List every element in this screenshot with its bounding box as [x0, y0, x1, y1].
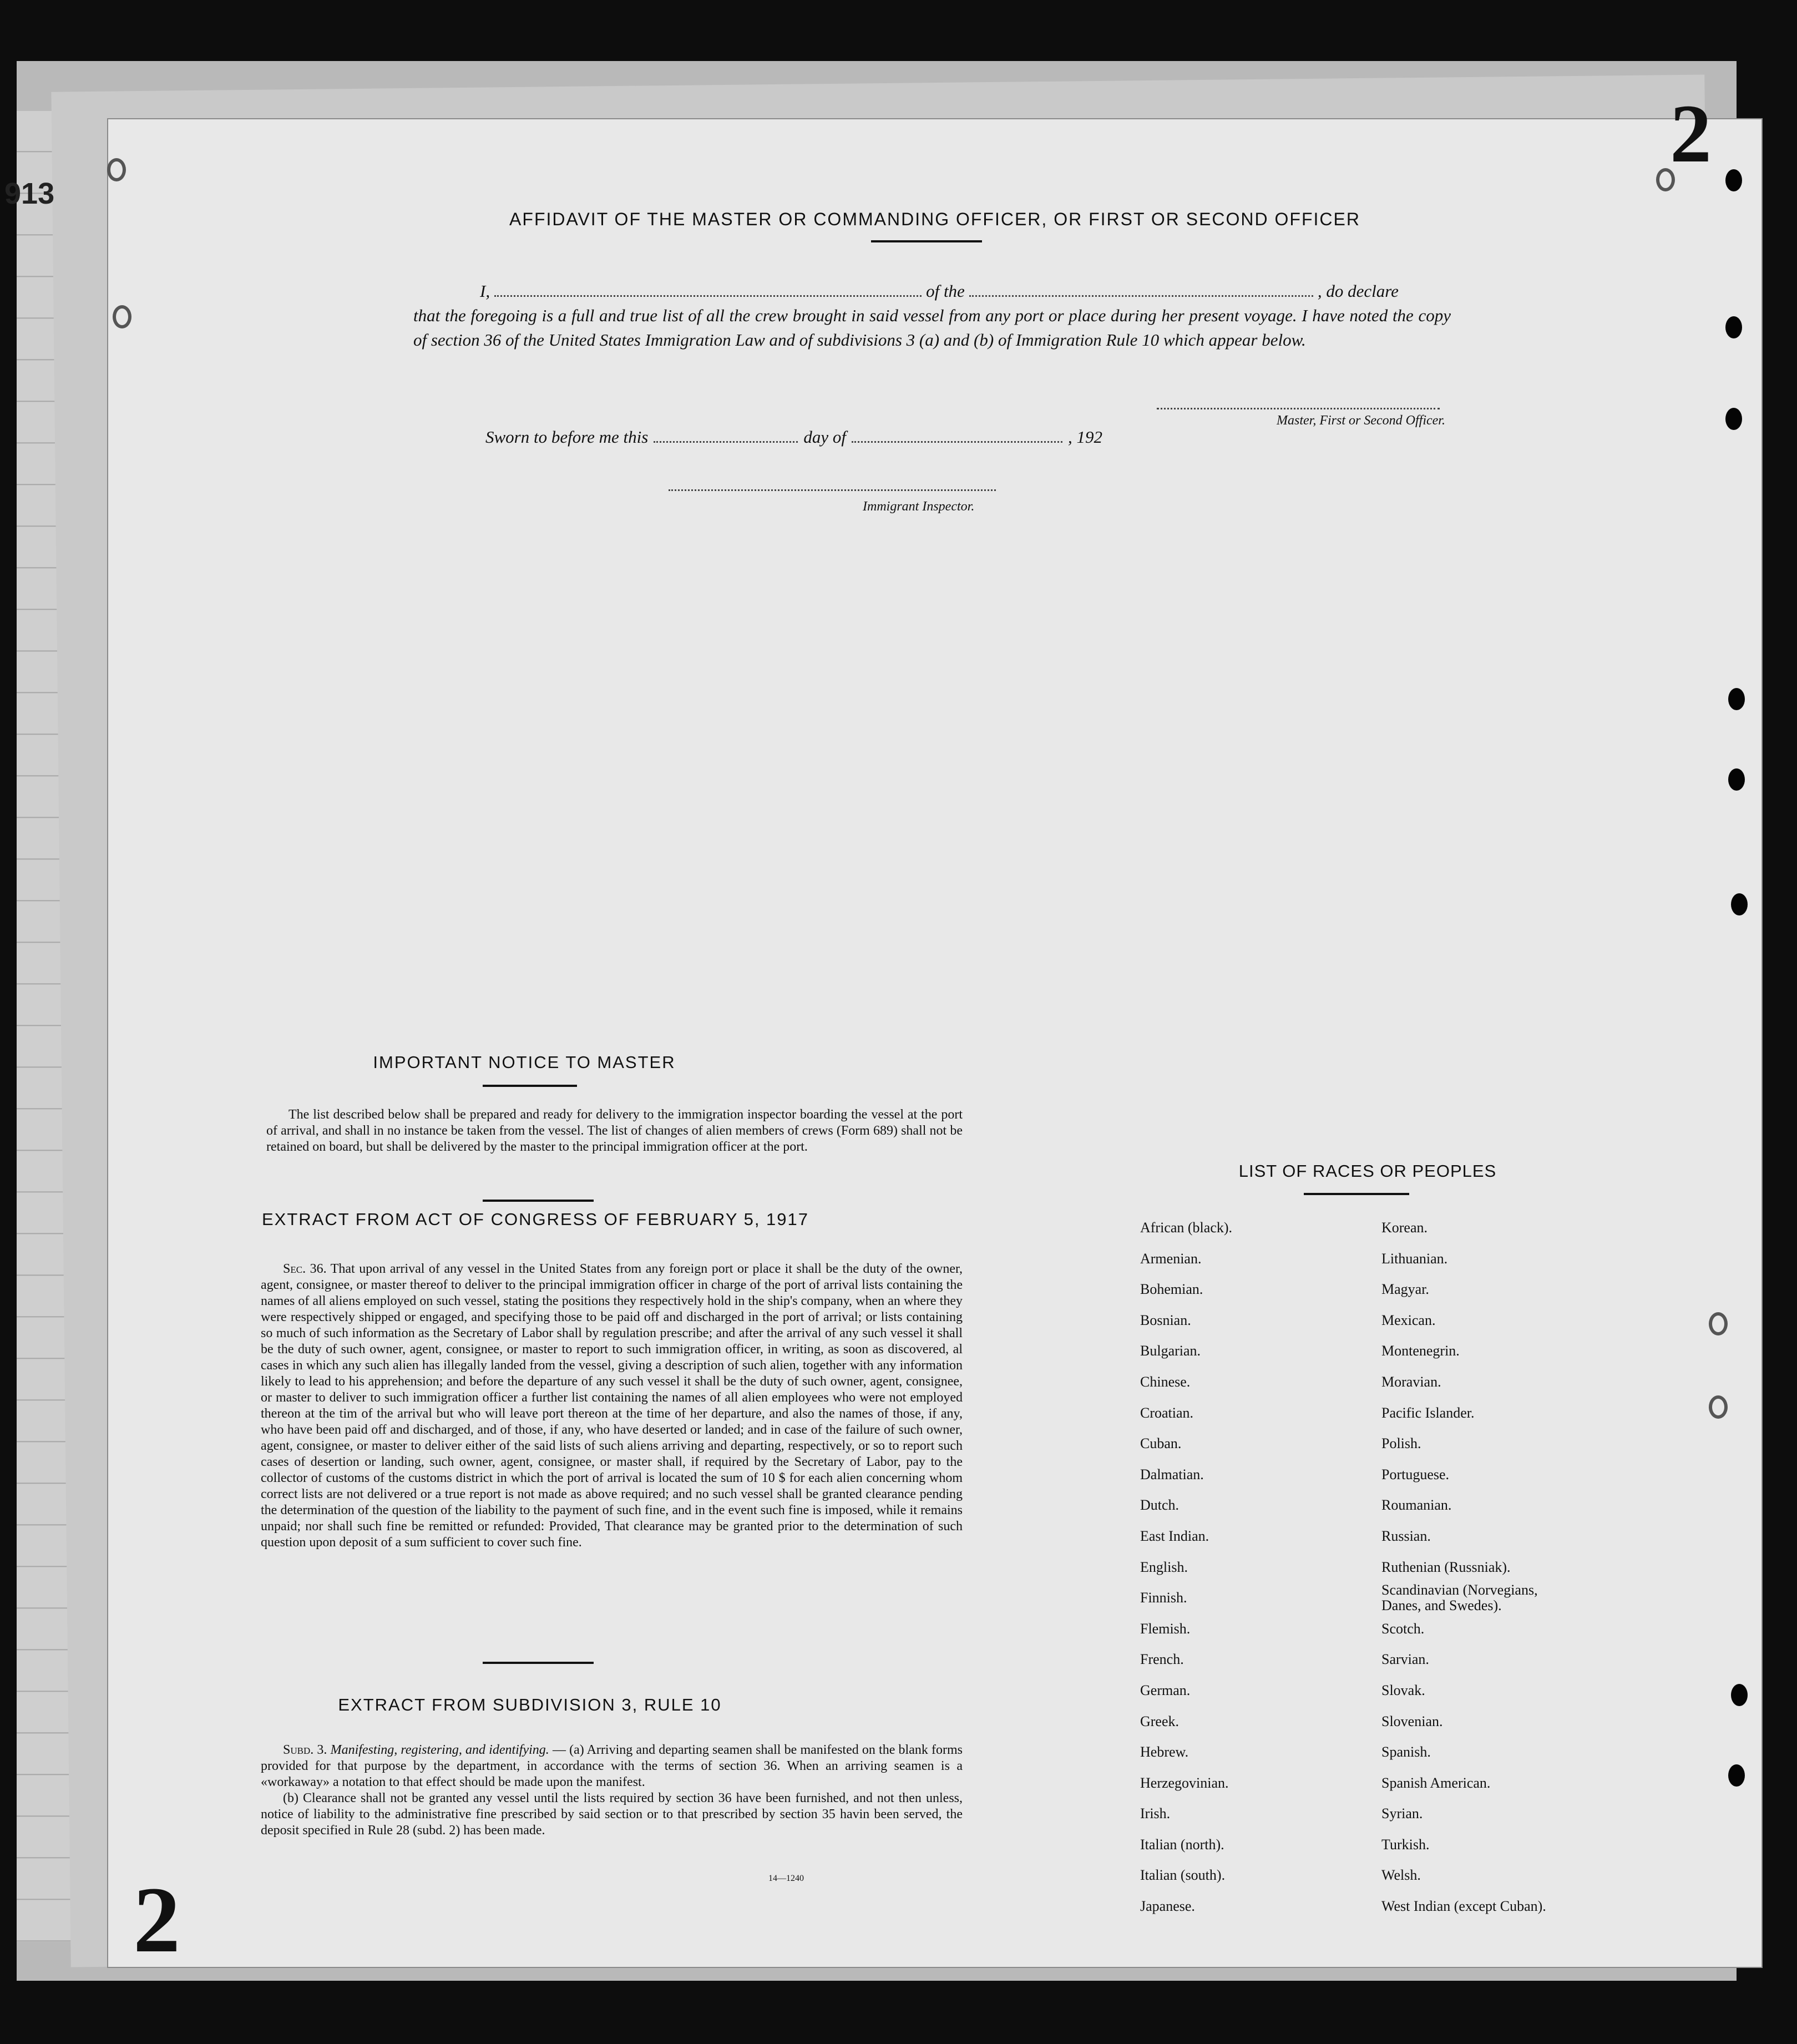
race-item: Greek. [1140, 1713, 1180, 1729]
race-item: African (black). [1140, 1220, 1233, 1236]
notice-body: The list described below shall be prepared and ready for delivery to the immigration inspector boarding the vessel at the port of arrival, and shall in no instance be taken from the vessel. The list of changes of alien members of crews (Form 689) shall not be retained on board, but shall be delivered by the master to the principal immigration officer at the port. [266, 1107, 963, 1154]
race-item: Dutch. [1140, 1497, 1180, 1514]
race-item: Moravian. [1381, 1373, 1441, 1390]
race-item: Lithuanian. [1381, 1250, 1448, 1267]
races-title: LIST OF RACES OR PEOPLES [1238, 1161, 1497, 1181]
rule-subd-heading: Manifesting, registering, and identifying. [330, 1743, 549, 1757]
sworn-year-prefix: , 192 [1067, 427, 1102, 447]
race-item: West Indian (except Cuban). [1381, 1898, 1546, 1915]
master-signature-line [1157, 407, 1440, 409]
manifest-page [108, 88, 1761, 1972]
race-item: Montenegrin. [1381, 1343, 1460, 1359]
act-text [261, 1261, 963, 1551]
binder-hole [1728, 768, 1745, 791]
affidavit-body [413, 279, 1451, 352]
affidavit-title-rule [871, 240, 982, 242]
race-item: Welsh. [1381, 1867, 1421, 1884]
race-item: Italian (south). [1140, 1867, 1226, 1884]
races-title-rule [1304, 1193, 1409, 1195]
affidavit-of-the: of the [926, 281, 965, 301]
act-top-rule [483, 1200, 594, 1202]
race-item: Russian. [1381, 1527, 1431, 1544]
act-title: EXTRACT FROM ACT OF CONGRESS OF FEBRUARY 5, 1917 [261, 1210, 809, 1229]
affidavit-title: AFFIDAVIT OF THE MASTER OR COMMANDING OFFICER, OR FIRST OR SECOND OFFICER [509, 209, 1360, 229]
sworn-line [485, 427, 1373, 447]
sworn-month-blank [852, 441, 1062, 443]
race-item: Japanese. [1140, 1898, 1195, 1915]
vessel-blank [969, 295, 1313, 297]
race-item: Croatian. [1140, 1404, 1194, 1421]
race-item: Herzegovinian. [1140, 1774, 1229, 1791]
binder-ring-hole [1656, 168, 1675, 191]
affidavit-pronoun: I, [480, 281, 490, 301]
affidavit-text: that the foregoing is a full and true list of all the crew brought in said vessel from any port or place during her present voyage. I have noted the copy of section 36 of the United States Immigration Law and of subdivisions 3 (a) and (b) of Immigration Rule 10 which appear below. [413, 306, 1451, 350]
binder-ring-hole [1709, 1312, 1728, 1335]
race-item: Scandinavian (Norvegians, Danes, and Swedes). [1381, 1582, 1538, 1614]
rule-text [261, 1742, 963, 1839]
binder-hole [1728, 1764, 1745, 1787]
rule-text-a: — (a) Arriving and departing seamen shall be manifested on the blank forms provided for that purpose by the department, in accordance with the terms of section 36. When an arriving seamen is a «workaway» a notation to that effect should be made upon the manifest. [261, 1743, 963, 1789]
race-item: Bosnian. [1140, 1312, 1191, 1328]
binder-hole [1731, 893, 1748, 915]
binder-hole [1728, 688, 1745, 710]
races-right-column [1381, 1212, 1565, 1922]
sworn-day-of: day of [803, 427, 846, 447]
name-blank [494, 295, 922, 297]
race-item: Pacific Islander. [1381, 1404, 1475, 1421]
race-item: Ruthenian (Russniak). [1381, 1559, 1511, 1575]
notice-title-rule [483, 1085, 577, 1087]
binder-ring-hole [113, 305, 131, 328]
race-item: Korean. [1381, 1220, 1428, 1236]
sworn-prefix: Sworn to before me this [485, 427, 649, 447]
rule-text-b: (b) Clearance shall not be granted any vessel until the lists required by section 36 have been furnished, and not then unless, notice of liability to the administrative fine prescribed by said section or to that prescribed by section 35 havin been served, the deposit specified in Rule 28 (subd. 2) has been made. [261, 1791, 963, 1838]
race-item: Finnish. [1140, 1590, 1187, 1606]
inspector-caption: Immigrant Inspector. [863, 499, 975, 514]
left-edge-number: 913 [4, 177, 55, 210]
binder-hole [1725, 316, 1742, 338]
race-item: Spanish. [1381, 1744, 1431, 1760]
affidavit-do-declare: , do declare [1317, 281, 1399, 301]
binder-ring-hole [1709, 1395, 1728, 1419]
race-item: Irish. [1140, 1805, 1171, 1822]
notice-text [266, 1107, 963, 1155]
races-left-column [1140, 1212, 1232, 1922]
race-item: Italian (north). [1140, 1836, 1224, 1853]
inspector-signature-line [669, 488, 996, 491]
binder-hole [1725, 169, 1742, 191]
top-right-numeral: 2 [1670, 88, 1712, 180]
act-section-label: Sec. 36. [283, 1262, 327, 1276]
race-item: Bohemian. [1140, 1281, 1203, 1298]
form-number: 14—1240 [768, 1874, 804, 1883]
race-item: Bulgarian. [1140, 1343, 1201, 1359]
race-item: Magyar. [1381, 1281, 1429, 1298]
binder-hole [1725, 408, 1742, 430]
affidavit-declare-line [413, 279, 1451, 303]
race-item: French. [1140, 1651, 1184, 1668]
race-item: Scotch. [1381, 1620, 1425, 1637]
race-item: Armenian. [1140, 1250, 1202, 1267]
race-item: Syrian. [1381, 1805, 1423, 1822]
race-item: Slovak. [1381, 1682, 1425, 1698]
master-signature-caption: Master, First or Second Officer. [1277, 413, 1445, 428]
race-item: East Indian. [1140, 1527, 1209, 1544]
race-item: English. [1140, 1559, 1188, 1575]
binder-ring-hole [107, 158, 126, 181]
race-item: Sarvian. [1381, 1651, 1429, 1668]
race-item: Dalmatian. [1140, 1466, 1204, 1483]
race-item: Hebrew. [1140, 1744, 1189, 1760]
race-item: Mexican. [1381, 1312, 1436, 1328]
binder-hole [1731, 1684, 1748, 1706]
race-item: Turkish. [1381, 1836, 1430, 1853]
race-item: Chinese. [1140, 1373, 1191, 1390]
race-item: German. [1140, 1682, 1191, 1698]
corner-numeral: 2 [133, 1868, 180, 1972]
rule-title: EXTRACT FROM SUBDIVISION 3, RULE 10 [338, 1695, 722, 1714]
act-body: That upon arrival of any vessel in the United States from any foreign port or place it shall be the duty of the owner, agent, consignee, or master thereof to deliver to the principal immigration officer in charge of the port of arrival lists containing the names of all aliens employed on such vessel, stating the positions they respectively hold in the ship's company, when an where they were respectively shipped or engaged, and specifying those to be paid off and discharged in the port of arrival; or lists containing so much of such information as the Secretary of Labor shall by regulation prescribe; and after the arrival of any such vessel it shall be the duty of such owner, agent, consignee, or master to report to such immigration officer, in writing, as soon as discovered, al cases in which any such alien has illegally landed from the vessel, giving a description of such alien, together with any information likely to lead to his apprehension; and before the departure of any such vessel it shall be the duty of such owner, agent, consignee, or master to deliver to such immigration officer a further list containing the names of all alien employees who were not employed thereon at the tim of the arrival but who will leave port thereon at the time of her departure, and also the names of those, if any, who have been paid off and discharged, and of those, if any, who have deserted or landed; and in case of the failure of such owner, agent, consignee, or master to deliver either of the said lists of such aliens arriving and departing, respectively, or so to report such cases of desertion or landing, such owner, agent, consignee, or master shall, if required by the Secretary of Labor, pay to the collector of customs of the customs district in which the port of arrival is located the sum of 10 $ for each alien concerning whom correct lists are not delivered or a true report is not made as above required; and no such vessel shall be granted clearance pending the determination of the question of the liability to the payment of such fine, and in the event such fine is imposed, while it remains unpaid; nor shall such fine be remitted or refunded: Provided, That clearance may be granted prior to the determination of such question upon deposit of a sum sufficient to cover such fine. [261, 1262, 963, 1550]
rule-subd-label: Subd. 3. [283, 1743, 327, 1757]
race-item: Portuguese. [1381, 1466, 1450, 1483]
race-item: Spanish American. [1381, 1774, 1491, 1791]
race-item: Cuban. [1140, 1435, 1182, 1452]
race-item: Roumanian. [1381, 1497, 1452, 1514]
notice-title: IMPORTANT NOTICE TO MASTER [373, 1053, 676, 1072]
race-item: Polish. [1381, 1435, 1421, 1452]
race-item: Flemish. [1140, 1620, 1191, 1637]
race-item: Slovenian. [1381, 1713, 1443, 1729]
sworn-day-blank [654, 441, 798, 443]
rule-top-rule [483, 1662, 594, 1664]
